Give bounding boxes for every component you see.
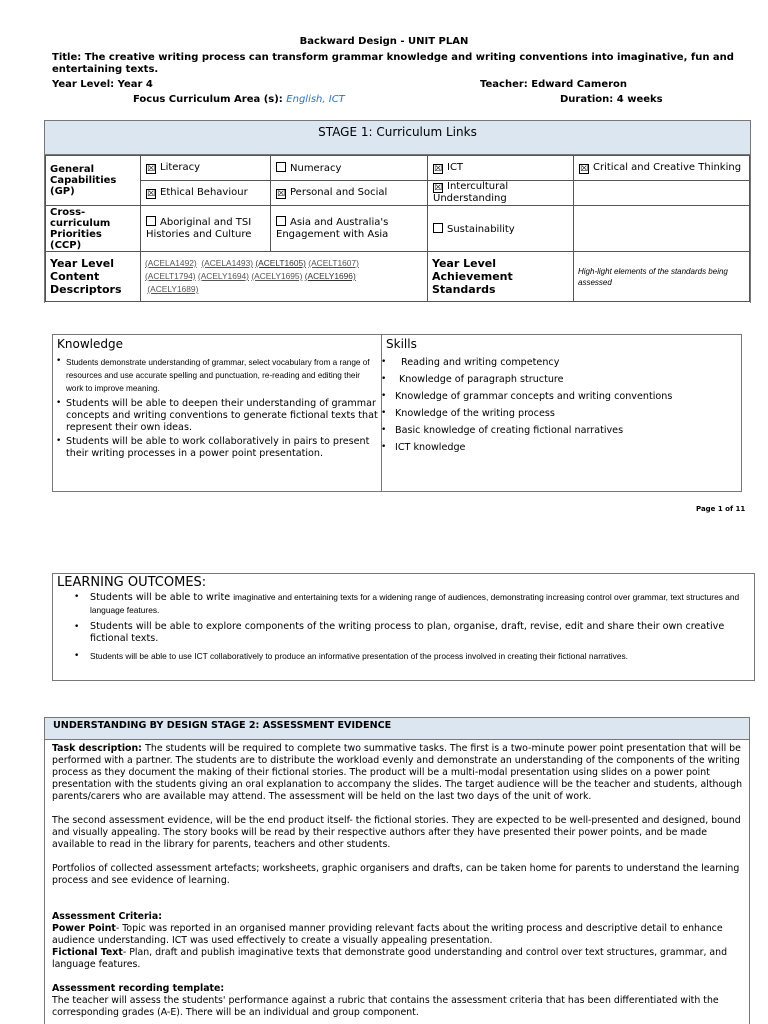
- list-item: [381, 424, 739, 441]
- outcome-item: Students will be able to use ICT collaboratively to produce an informative presentation of the process involved in creating their fictional narratives.: [90, 651, 628, 661]
- list-item: [74, 591, 746, 617]
- bullet-icon: •: [381, 357, 387, 367]
- achievement-label: Year Level Achievement Standards: [428, 252, 574, 302]
- gp-personal-label: Personal and Social: [290, 187, 388, 198]
- skills-item: Knowledge of paragraph structure: [399, 374, 564, 385]
- ccp-aboriginal-label: Aboriginal and TSI Histories and Culture: [146, 217, 252, 240]
- task-description: [52, 743, 746, 803]
- gp-intercultural[interactable]: [428, 181, 574, 206]
- descriptor-codes: [141, 252, 428, 302]
- list-item: [381, 407, 739, 424]
- skills-item: Knowledge of grammar concepts and writing conventions: [395, 391, 673, 402]
- code-link[interactable]: (ACELY1696): [304, 271, 356, 281]
- gp-numeracy[interactable]: [271, 156, 428, 181]
- empty-cell: [574, 206, 750, 252]
- unchecked-box-icon: [433, 223, 443, 233]
- gp-ict[interactable]: [428, 156, 574, 181]
- gp-critical[interactable]: [574, 156, 750, 181]
- criteria-powerpoint: [52, 923, 746, 947]
- teacher: Teacher: Edward Cameron: [480, 79, 628, 90]
- bullet-icon: •: [56, 398, 62, 408]
- gp-ict-label: ICT: [447, 162, 464, 173]
- outcome-item: Students will be able to explore components of the writing process to plan, organise, draft, revise, edit and share their own creative fictional texts.: [90, 621, 725, 644]
- criteria-fiction: [52, 947, 746, 971]
- checked-box-icon: ☒: [147, 189, 156, 199]
- gp-ethical[interactable]: [141, 181, 271, 206]
- ccp-asia[interactable]: [271, 206, 428, 252]
- code-link[interactable]: (ACELY1695): [251, 271, 303, 281]
- code-link[interactable]: (ACELT1605): [255, 258, 306, 268]
- gp-numeracy-label: Numeracy: [290, 163, 342, 174]
- bullet-icon: •: [74, 651, 80, 661]
- portfolios: Portfolios of collected assessment artefacts; worksheets, graphic organisers and drafts, can be taken home for parents to understand the learning process and see evidence of learning.: [52, 863, 740, 886]
- doc-title: Backward Design - UNIT PLAN: [299, 36, 469, 47]
- bullet-icon: •: [381, 408, 387, 418]
- page-number: Page 1 of 11: [696, 505, 746, 513]
- outcome-rest: imaginative and entertaining texts for a widening range of audiences, demonstrating increasing control over grammar, text structures and language features.: [90, 592, 740, 615]
- ccp-aboriginal[interactable]: [141, 206, 271, 252]
- unchecked-box-icon: [146, 216, 156, 226]
- checked-box-icon: ☒: [277, 189, 286, 199]
- skills-item: ICT knowledge: [395, 442, 466, 453]
- code-link[interactable]: (ACELA1493): [201, 258, 254, 268]
- second-evidence: The second assessment evidence, will be the end product itself- the fictional stories. They are expected to be well-presented and designed, bound and visually appealing. The story books will be read by their respective authors after they have presented their power points, and be made available to read in the library for parents, teachers and other students.: [52, 815, 741, 850]
- knowledge-item: Students demonstrate understanding of grammar, select vocabulary from a range of resources and use accurate spelling and punctuation, re-reading and editing their work to improve meaning.: [66, 358, 370, 393]
- bullet-icon: •: [381, 425, 387, 435]
- focus-value: English, ICT: [286, 94, 345, 105]
- gp-personal[interactable]: [271, 181, 428, 206]
- template-text: The teacher will assess the students' performance against a rubric that contains the assessment criteria that has been differentiated with the corresponding grades (A-E). There will be an individual and group component.: [52, 995, 719, 1018]
- criteria-heading: Assessment Criteria:: [52, 911, 162, 922]
- code-link[interactable]: (ACELY1689): [147, 284, 199, 294]
- pp-text: - Topic was reported in an organised manner providing relevant facts about the writing process and descriptive detail to enhance audience understanding. ICT was used effectively to create a visually appealing presentation.: [52, 923, 723, 946]
- template-heading: Assessment recording template:: [52, 983, 225, 994]
- curriculum-table: [45, 155, 750, 302]
- gp-ethical-label: Ethical Behaviour: [160, 187, 248, 198]
- skills-heading: Skills: [386, 337, 417, 351]
- ft-label: Fictional Text: [52, 947, 123, 958]
- knowledge-item: Students will be able to deepen their understanding of grammar concepts and writing conventions to generate fictional texts that represent their own ideas.: [66, 398, 378, 433]
- skills-item: Knowledge of the writing process: [395, 408, 555, 419]
- checked-box-icon: ☒: [434, 164, 443, 174]
- list-item: [381, 441, 739, 458]
- list-item: [381, 373, 739, 390]
- pp-label: Power Point: [52, 923, 116, 934]
- bullet-icon: •: [74, 622, 80, 632]
- duration: Duration: 4 weeks: [560, 94, 663, 105]
- stage2-heading: UNDERSTANDING BY DESIGN STAGE 2: ASSESSMENT EVIDENCE: [45, 718, 749, 740]
- list-item: [74, 650, 746, 663]
- checked-box-icon: ☒: [147, 164, 156, 174]
- skills-item: Reading and writing competency: [401, 357, 560, 368]
- list-item: [74, 621, 746, 645]
- bullet-icon: •: [56, 356, 62, 366]
- outcomes-list: [74, 591, 746, 663]
- focus-label: Focus Curriculum Area (s):: [133, 94, 287, 105]
- knowledge-item: Students will be able to work collaboratively in pairs to present their writing processes in a power point presentation.: [66, 436, 370, 459]
- skills-item: Basic knowledge of creating fictional narratives: [395, 425, 624, 436]
- empty-cell: [574, 181, 750, 206]
- skills-list: [381, 356, 739, 458]
- code-link[interactable]: (ACELT1794): [145, 271, 196, 281]
- bullet-icon: •: [381, 391, 387, 401]
- outcomes-heading: LEARNING OUTCOMES:: [57, 575, 207, 590]
- list-item: [381, 356, 739, 373]
- stage2-content: [52, 743, 746, 1019]
- code-link[interactable]: (ACELY1694): [197, 271, 249, 281]
- focus-area: [133, 94, 345, 105]
- ccp-sustainability[interactable]: [428, 206, 574, 252]
- checked-box-icon: ☒: [580, 164, 589, 174]
- task-label: Task description:: [52, 743, 146, 754]
- ccp-label: Cross-curriculum Priorities (CCP): [46, 206, 141, 252]
- knowledge-list: [52, 356, 378, 460]
- knowledge-heading: Knowledge: [57, 337, 123, 351]
- bullet-icon: •: [381, 442, 387, 452]
- gp-intercultural-label: Intercultural Understanding: [433, 181, 509, 204]
- bullet-icon: •: [381, 374, 387, 384]
- list-item: [381, 390, 739, 407]
- code-link[interactable]: (ACELT1607): [308, 258, 359, 268]
- stage1-heading: STAGE 1: Curriculum Links: [45, 121, 750, 155]
- achievement-note: High-light elements of the standards being assessed: [574, 252, 750, 302]
- unit-title: Title: The creative writing process can transform grammar knowledge and writing conventions into imaginative, fun and entertaining texts.: [52, 52, 734, 75]
- bullet-icon: •: [74, 592, 80, 602]
- ft-text: - Plan, draft and publish imaginative texts that demonstrate good understanding and control over text structures, grammar, and language features.: [52, 947, 728, 970]
- unchecked-box-icon: [276, 216, 286, 226]
- year-level: Year Level: Year 4: [52, 79, 153, 90]
- gp-label: General Capabilities (GP): [46, 156, 141, 206]
- ccp-asia-label: Asia and Australia's Engagement with Asia: [276, 217, 389, 240]
- list-item: [52, 356, 378, 395]
- checked-box-icon: ☒: [434, 183, 443, 193]
- task-text: The students will be required to complete two summative tasks. The first is a two-minute power point presentation that will be performed with a partner. The students are to distribute the workload evenly and demonstrate an understanding of the components of the writing process as they document the making of their fictional stories. The product will be a multi-modal presentation using slides on a power point presentation with the students giving an oral explanation to accompany the slides. The target audience will be the teacher and students, although parents/carers who are available may attend. The assessment will be held on the last two days of the unit of work.: [52, 743, 743, 802]
- unchecked-box-icon: [276, 162, 286, 172]
- descriptors-label: Year Level Content Descriptors: [46, 252, 141, 302]
- gp-critical-label: Critical and Creative Thinking: [593, 162, 742, 173]
- ccp-sustainability-label: Sustainability: [447, 223, 515, 235]
- list-item: [52, 398, 378, 434]
- gp-literacy-label: Literacy: [160, 162, 201, 173]
- code-link[interactable]: (ACELA1492): [145, 258, 197, 268]
- outcome-lead: Students will be able to write: [90, 592, 234, 603]
- bullet-icon: •: [56, 436, 62, 446]
- gp-literacy[interactable]: [141, 156, 271, 181]
- list-item: [52, 436, 378, 460]
